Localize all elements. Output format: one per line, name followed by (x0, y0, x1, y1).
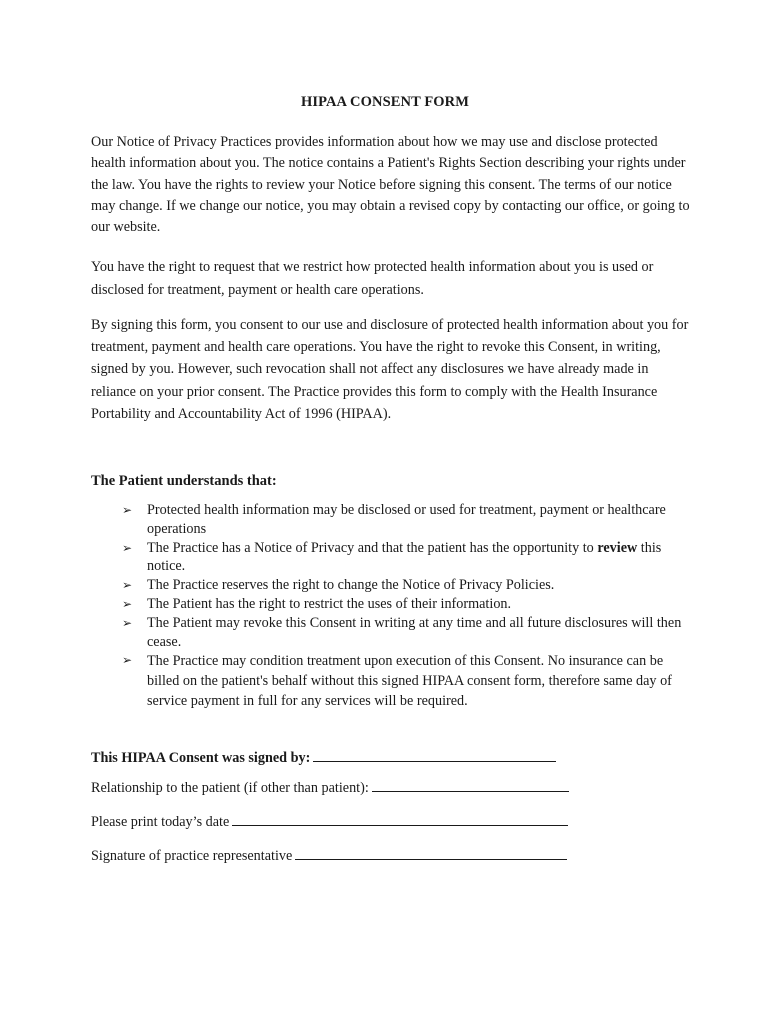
list-item (122, 595, 682, 614)
list-item-text: The Patient may revoke this Consent in writing at any time and all future disclosures will then cease. (147, 614, 682, 650)
list-item (122, 501, 682, 539)
understanding-list (122, 501, 682, 711)
form-title: HIPAA CONSENT FORM (300, 94, 470, 110)
relationship-label: Relationship to the patient (if other than patient): (91, 780, 369, 796)
list-item-text: Protected health information may be disclosed or used for treatment, payment or healthcare operations (147, 502, 666, 537)
consent-statement-paragraph: By signing this form, you consent to our use and disclosure of protected health information about you for treatment, payment and health care operations. You have the right to revoke this Consent, in writing, signed by you. However, such revocation shall not affect any disclosures we have already made in reliance on your prior consent. The Practice provides this form to comply with the Health Insurance Portability and Accountability Act of 1996 (HIPAA). (91, 317, 689, 422)
patient-understands-heading: The Patient understands that: (91, 473, 277, 489)
arrow-bullet-icon: ➢ (122, 503, 133, 517)
arrow-bullet-icon: ➢ (122, 653, 133, 668)
date-row (91, 813, 611, 831)
privacy-notice-paragraph: Our Notice of Privacy Practices provides information about how we may use and disclose protected health information about you. The notice contains a Patient's Rights Section describing your rights under the law. You have the rights to review your Notice before signing this consent. The terms of our notice may change. If we change our notice, you may obtain a revised copy by contacting our office, or going to our website. (91, 134, 690, 236)
arrow-bullet-icon: ➢ (122, 578, 133, 593)
practice-rep-row (91, 847, 611, 865)
arrow-bullet-icon: ➢ (122, 615, 133, 630)
arrow-bullet-icon: ➢ (122, 540, 133, 555)
practice-rep-label: Signature of practice representative (91, 848, 293, 864)
arrow-bullet-icon: ➢ (122, 596, 133, 611)
date-label: Please print today’s date (91, 814, 230, 830)
signed-by-row (91, 749, 611, 767)
list-item (122, 651, 682, 711)
list-item (122, 576, 682, 595)
list-item-text: The Patient has the right to restrict the uses of their information. (147, 595, 512, 612)
relationship-field[interactable] (372, 779, 569, 792)
date-field[interactable] (232, 813, 568, 826)
list-item (122, 614, 682, 652)
list-item-text-tail: this notice. (147, 539, 662, 575)
practice-rep-signature-field[interactable] (295, 847, 567, 860)
list-item-text: The Practice has a Notice of Privacy and that the patient has the opportunity to (147, 539, 594, 556)
list-item (122, 539, 682, 577)
signed-by-field[interactable] (313, 749, 556, 762)
restriction-right-paragraph: You have the right to request that we restrict how protected health information about you is used or disclosed for treatment, payment or health care operations. (91, 259, 654, 298)
relationship-row (91, 779, 611, 797)
list-item-text: The Practice reserves the right to change the Notice of Privacy Policies. (147, 577, 555, 594)
list-item-emphasis: review (597, 539, 638, 556)
list-item-text: The Practice may condition treatment upon execution of this Consent. No insurance can be billed on the patient's behalf without this signed HIPAA consent form, therefore same day of service payment in full for any services will be required. (147, 653, 672, 710)
signed-by-label: This HIPAA Consent was signed by: (91, 750, 311, 766)
